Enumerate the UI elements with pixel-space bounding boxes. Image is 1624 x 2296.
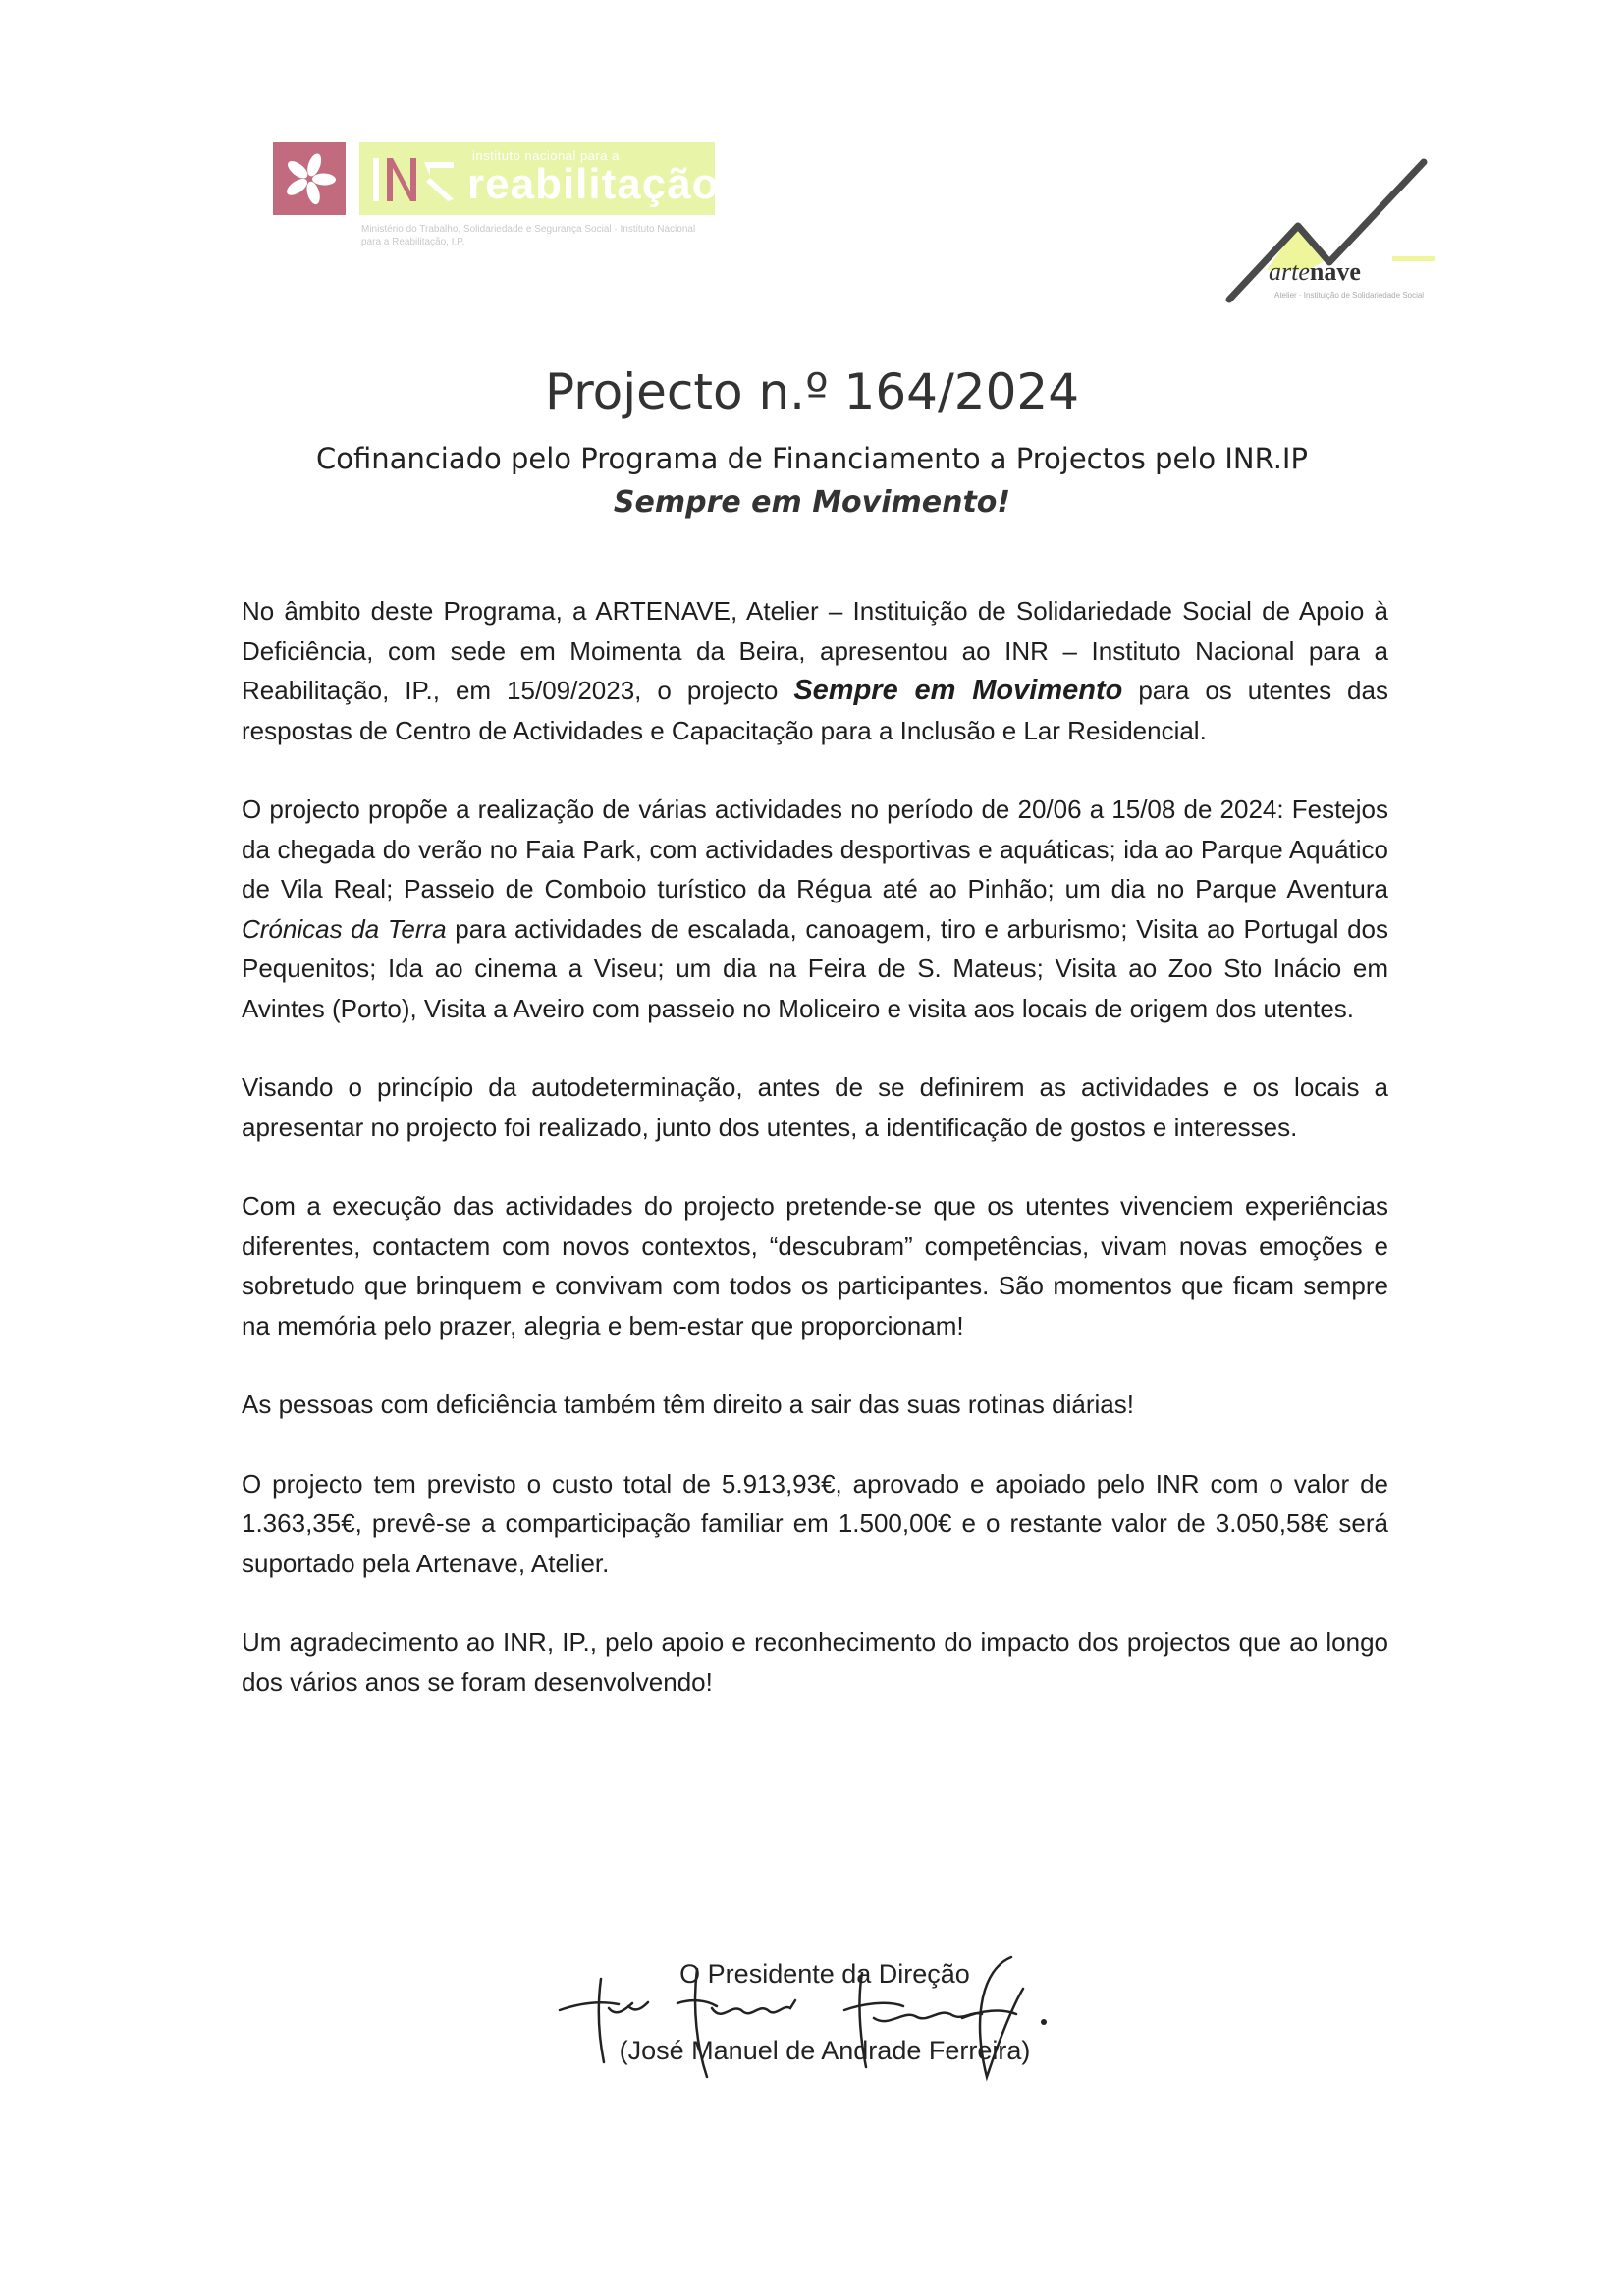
artenave-wordmark: artenave bbox=[1269, 257, 1361, 286]
project-tagline: Sempre em Movimento! bbox=[613, 485, 1011, 519]
inr-brand-band bbox=[359, 142, 720, 215]
paragraph-rights: As pessoas com deficiência também têm direito a sair das suas rotinas diárias! bbox=[242, 1390, 1134, 1419]
paragraph-thanks: Um agradecimento ao INR, IP., pelo apoio e reconhecimento do impacto dos projectos que ao longo dos vários anos se foram desenvolvendo! bbox=[242, 1627, 1388, 1697]
signatory-name: (José Manuel de Andrade Ferreira) bbox=[619, 2036, 1031, 2065]
inr-subtext: Ministério do Trabalho, Solidariedade e Segurança Social · Instituto Nacional para a Reabilitação, I.P. bbox=[361, 224, 696, 247]
project-name-emphasis: Sempre em Movimento bbox=[793, 675, 1123, 706]
inr-tagline: instituto nacional para a bbox=[472, 148, 620, 163]
document-body bbox=[242, 591, 1388, 1741]
paragraph-activities: O projecto propõe a realização de várias actividades no período de 20/06 a 15/08 de 2024: Festejos da chegada do verão no Faia Park, com actividades desportivas e aquáticas; ida ao Parque Aquático de Vila Real; Passeio de Comboio turístico da Régua até ao Pinhão; um dia no Parque Aventura Crónicas da Terra para actividades de escalada, canoagem, tiro e arburismo; Visita ao Portugal dos Pequenitos; Ida ao cinema a Viseu; um dia na Feira de S. Mateus; Visita ao Zoo Sto Inácio em Avintes (Porto), Visita a Aveiro com passeio no Moliceiro e visita aos locais de origem dos utentes. bbox=[242, 794, 1388, 1023]
pinwheel-icon bbox=[273, 142, 346, 215]
signatory-role: O Presidente da Direção bbox=[679, 1959, 970, 1989]
artenave-logo bbox=[1210, 147, 1445, 304]
paragraph-budget: O projecto tem previsto o custo total de 5.913,93€, aprovado e apoiado pelo INR com o valor de 1.363,35€, prevê-se a comparticipação familiar em 1.500,00€ e o restante valor de 3.050,58€ será suportado pela Artenave, Atelier. bbox=[242, 1468, 1388, 1578]
inr-monogram bbox=[371, 152, 460, 207]
paragraph-self-determination: Visando o princípio da autodeterminação, antes de se definirem as actividades e os locais a apresentar no projecto foi realizado, junto dos utentes, a identificação de gostos e interesses. bbox=[242, 1072, 1388, 1142]
page-title: Projecto n.º 164/2024 bbox=[544, 363, 1080, 420]
page-subtitle: Cofinanciado pelo Programa de Financiamento a Projectos pelo INR.IP bbox=[316, 442, 1308, 475]
handwritten-signature bbox=[550, 1949, 1100, 2097]
paragraph-goals: Com a execução das actividades do projecto pretende-se que os utentes vivenciem experiências diferentes, contactem com novos contextos, “descubram” competências, vivam novas emoções e sobretudo que brinquem e convivam com todos os participantes. São momentos que ficam sempre na memória pelo prazer, alegria e bem-estar que proporcionam! bbox=[242, 1191, 1388, 1340]
artenave-subtext: Atelier · Instituição de Solidariedade Social bbox=[1274, 291, 1425, 300]
signature-block bbox=[550, 1949, 1100, 2097]
inr-wordmark: reabilitação bbox=[467, 160, 720, 208]
park-name-emphasis: Crónicas da Terra bbox=[242, 913, 447, 944]
paragraph-intro: No âmbito deste Programa, a ARTENAVE, Atelier – Instituição de Solidariedade Social de Apoio à Deficiência, com sede em Moimenta da Beira, apresentou ao INR – Instituto Nacional para a Reabilitação, IP., em 15/09/2023, o projecto Sempre em Movimento para os utentes das respostas de Centro de Actividades e Capacitação para a Inclusão e Lar Residencial. bbox=[242, 596, 1388, 745]
inr-logo bbox=[273, 142, 720, 260]
